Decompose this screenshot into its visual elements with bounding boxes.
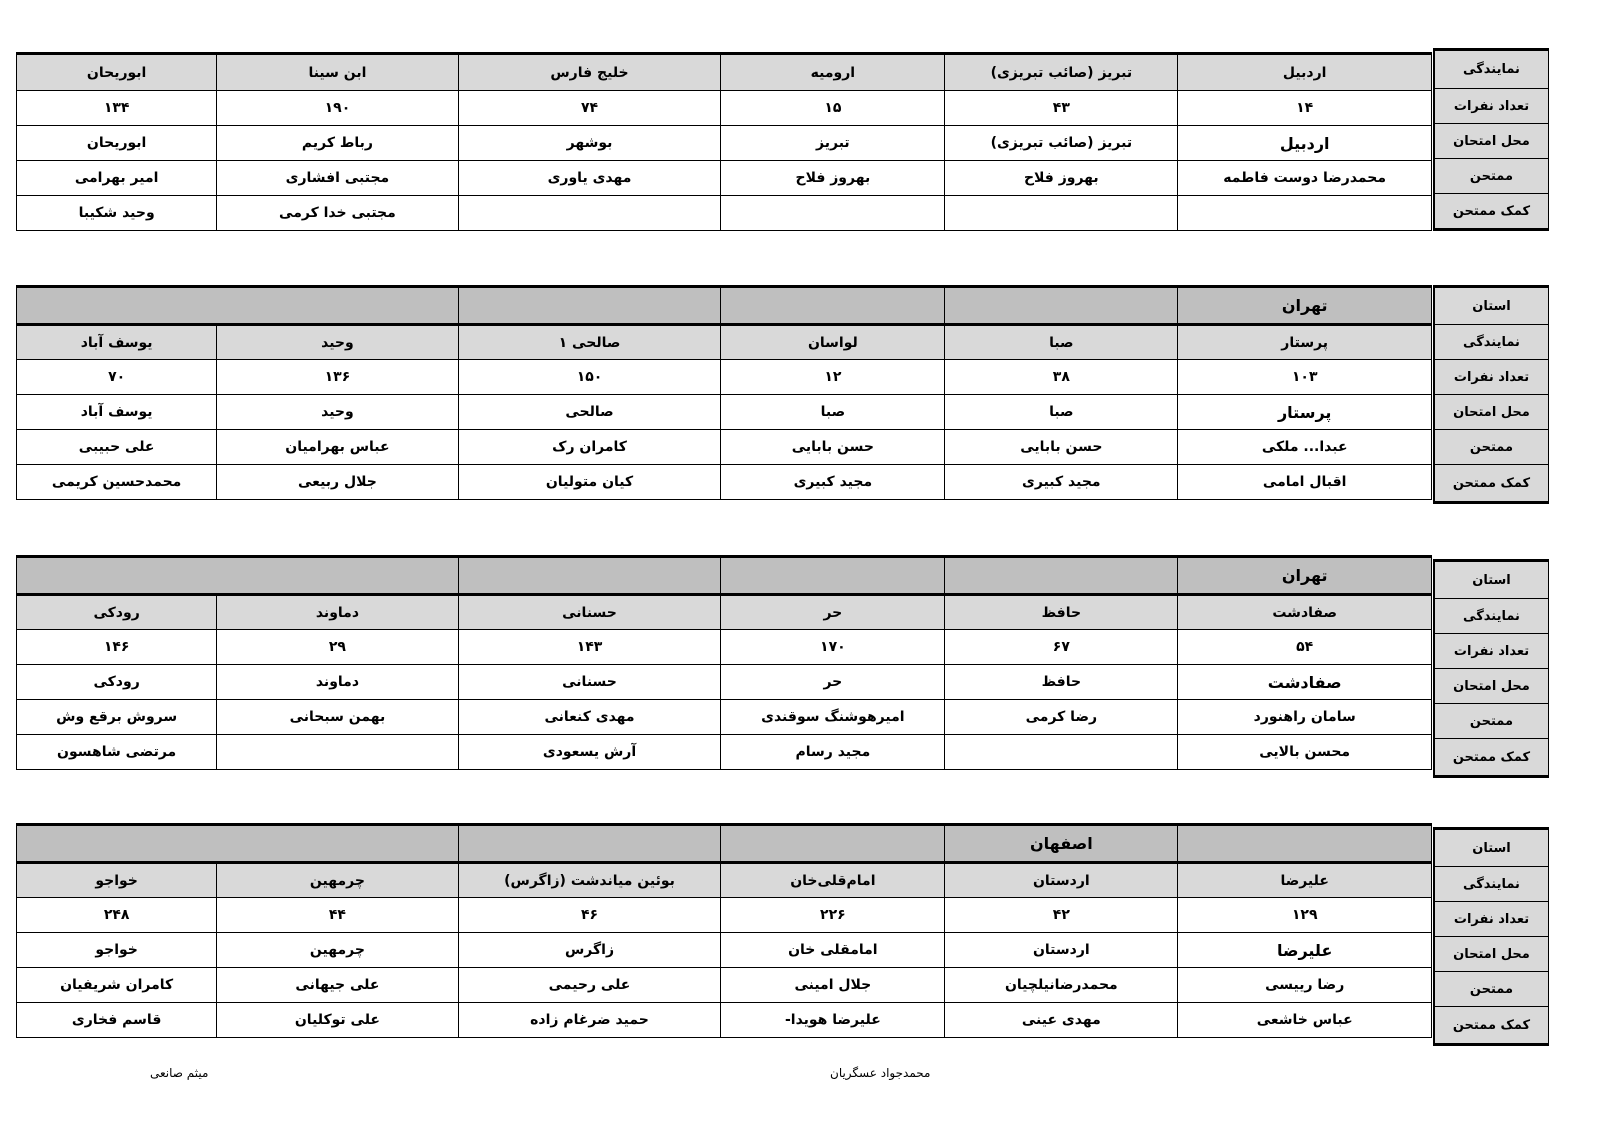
examiner-cell: بهروز فلاح xyxy=(945,161,1178,196)
agency-cell: ابوریحان xyxy=(17,54,217,91)
label-assistant: کمک ممتحن xyxy=(1434,739,1549,777)
location-cell: زاگرس xyxy=(458,933,721,968)
province-cell: تهران xyxy=(1178,557,1432,595)
examiner-cell: محمدرضا دوست فاطمه xyxy=(1178,161,1432,196)
label-location: محل امتحان xyxy=(1434,124,1549,159)
count-cell: ۱۳۶ xyxy=(217,360,458,395)
assistant-cell: حمید ضرغام زاده xyxy=(458,1003,721,1038)
examiner-cell: رضا رییسی xyxy=(1178,968,1432,1003)
label-assistant: کمک ممتحن xyxy=(1434,465,1549,503)
location-cell: علیرضا xyxy=(1178,933,1432,968)
row-labels xyxy=(1433,48,1549,231)
count-cell: ۷۴ xyxy=(458,91,721,126)
agency-cell: وحید xyxy=(217,325,458,360)
agency-cell: ارومیه xyxy=(721,54,945,91)
location-cell: حافظ xyxy=(945,665,1178,700)
examiner-row xyxy=(17,161,1432,196)
agency-cell: ابن سینا xyxy=(217,54,458,91)
assistant-cell: علی توکلیان xyxy=(217,1003,458,1038)
location-cell: وحید xyxy=(217,395,458,430)
row-labels xyxy=(1433,559,1549,778)
assistant-cell xyxy=(217,735,458,770)
label-province: استان xyxy=(1434,561,1549,599)
location-cell: اردستان xyxy=(945,933,1178,968)
count-row xyxy=(17,898,1432,933)
count-row xyxy=(17,360,1432,395)
location-cell: اردبیل xyxy=(1178,126,1432,161)
agency-cell: حسنانی xyxy=(458,595,721,630)
count-cell: ۶۷ xyxy=(945,630,1178,665)
agency-cell: حر xyxy=(721,595,945,630)
examiner-row xyxy=(17,968,1432,1003)
assistant-row xyxy=(17,1003,1432,1038)
count-cell: ۲۴۸ xyxy=(17,898,217,933)
agency-cell: دماوند xyxy=(217,595,458,630)
examiner-cell: امیرهوشنگ سوقندی xyxy=(721,700,945,735)
count-cell: ۱۲ xyxy=(721,360,945,395)
label-agency: نمایندگی xyxy=(1434,599,1549,634)
count-cell: ۴۶ xyxy=(458,898,721,933)
agency-cell: خواجو xyxy=(17,863,217,898)
location-cell: خواجو xyxy=(17,933,217,968)
count-cell: ۲۹ xyxy=(217,630,458,665)
assistant-cell: جلال ربیعی xyxy=(217,465,458,500)
agency-cell: بوئین میاندشت (زاگرس) xyxy=(458,863,721,898)
label-examiner: ممتحن xyxy=(1434,704,1549,739)
province-row xyxy=(17,825,1432,863)
count-row xyxy=(17,630,1432,665)
label-examiner: ممتحن xyxy=(1434,972,1549,1007)
examiner-row xyxy=(17,430,1432,465)
agency-cell: لواسان xyxy=(721,325,945,360)
row-labels xyxy=(1433,827,1549,1046)
examiner-cell: عبدا... ملکی xyxy=(1178,430,1432,465)
count-cell: ۴۳ xyxy=(945,91,1178,126)
assistant-cell: مرتضی شاهسون xyxy=(17,735,217,770)
agency-cell: پرستار xyxy=(1178,325,1432,360)
agency-cell: امام‌قلی‌خان xyxy=(721,863,945,898)
count-row xyxy=(17,91,1432,126)
agency-cell: یوسف آباد xyxy=(17,325,217,360)
examiner-cell: رضا کرمی xyxy=(945,700,1178,735)
count-cell: ۱۵۰ xyxy=(458,360,721,395)
assistant-cell: مهدی عینی xyxy=(945,1003,1178,1038)
location-cell: حر xyxy=(721,665,945,700)
assistant-cell: قاسم فخاری xyxy=(17,1003,217,1038)
exam-table xyxy=(16,555,1432,770)
agency-cell: حافظ xyxy=(945,595,1178,630)
count-cell: ۱۴۶ xyxy=(17,630,217,665)
signature-left: میثم صانعی xyxy=(150,1066,209,1080)
label-count: تعداد نفرات xyxy=(1434,360,1549,395)
agency-cell: صبا xyxy=(945,325,1178,360)
location-cell: رباط کریم xyxy=(217,126,458,161)
assistant-cell xyxy=(721,196,945,231)
examiner-cell: بهمن سبحانی xyxy=(217,700,458,735)
location-cell: دماوند xyxy=(217,665,458,700)
agency-cell: رودکی xyxy=(17,595,217,630)
examiner-cell: جلال امینی xyxy=(721,968,945,1003)
location-cell: حسنانی xyxy=(458,665,721,700)
province-cell: تهران xyxy=(1178,287,1432,325)
label-count: تعداد نفرات xyxy=(1434,902,1549,937)
label-agency: نمایندگی xyxy=(1434,867,1549,902)
assistant-cell xyxy=(945,196,1178,231)
agency-cell: صفادشت xyxy=(1178,595,1432,630)
assistant-row xyxy=(17,735,1432,770)
location-cell: بوشهر xyxy=(458,126,721,161)
location-row xyxy=(17,126,1432,161)
label-assistant: کمک ممتحن xyxy=(1434,194,1549,230)
location-row xyxy=(17,665,1432,700)
examiner-cell: مجتبی افشاری xyxy=(217,161,458,196)
label-location: محل امتحان xyxy=(1434,937,1549,972)
exam-table xyxy=(16,823,1432,1038)
count-cell: ۳۸ xyxy=(945,360,1178,395)
examiner-cell: مهدی یاوری xyxy=(458,161,721,196)
assistant-cell xyxy=(945,735,1178,770)
examiner-cell: محمدرضانیلچیان xyxy=(945,968,1178,1003)
agency-cell: علیرضا xyxy=(1178,863,1432,898)
label-province: استان xyxy=(1434,829,1549,867)
location-cell: تبریز xyxy=(721,126,945,161)
agency-cell: تبریز (صائب تبریزی) xyxy=(945,54,1178,91)
exam-table xyxy=(16,52,1432,231)
province-row xyxy=(17,557,1432,595)
count-cell: ۷۰ xyxy=(17,360,217,395)
location-cell: ابوریحان xyxy=(17,126,217,161)
assistant-cell: مجید رسام xyxy=(721,735,945,770)
agency-cell: اردبیل xyxy=(1178,54,1432,91)
count-cell: ۱۳۴ xyxy=(17,91,217,126)
count-cell: ۱۴ xyxy=(1178,91,1432,126)
count-cell: ۱۹۰ xyxy=(217,91,458,126)
location-cell: صبا xyxy=(721,395,945,430)
examiner-cell: کامران شریفیان xyxy=(17,968,217,1003)
count-cell: ۴۲ xyxy=(945,898,1178,933)
count-cell: ۱۵ xyxy=(721,91,945,126)
label-agency: نمایندگی xyxy=(1434,325,1549,360)
assistant-cell xyxy=(1178,196,1432,231)
assistant-cell: آرش یسعودی xyxy=(458,735,721,770)
assistant-row xyxy=(17,196,1432,231)
location-cell: یوسف آباد xyxy=(17,395,217,430)
count-cell: ۱۰۳ xyxy=(1178,360,1432,395)
label-assistant: کمک ممتحن xyxy=(1434,1007,1549,1045)
agency-row xyxy=(17,863,1432,898)
province-row xyxy=(17,287,1432,325)
examiner-cell: سامان راهنورد xyxy=(1178,700,1432,735)
count-cell: ۵۴ xyxy=(1178,630,1432,665)
examiner-cell: عباس بهرامیان xyxy=(217,430,458,465)
examiner-cell: کامران رک xyxy=(458,430,721,465)
assistant-cell: مجید کبیری xyxy=(721,465,945,500)
assistant-cell: کیان متولیان xyxy=(458,465,721,500)
location-cell: تبریز (صائب تبریزی) xyxy=(945,126,1178,161)
agency-cell: اردستان xyxy=(945,863,1178,898)
label-location: محل امتحان xyxy=(1434,395,1549,430)
label-agency: نمایندگی xyxy=(1434,50,1549,89)
count-cell: ۱۲۹ xyxy=(1178,898,1432,933)
label-location: محل امتحان xyxy=(1434,669,1549,704)
label-count: تعداد نفرات xyxy=(1434,89,1549,124)
examiner-cell: علی حبیبی xyxy=(17,430,217,465)
label-examiner: ممتحن xyxy=(1434,159,1549,194)
assistant-cell: مجتبی خدا کرمی xyxy=(217,196,458,231)
location-cell: امامقلی خان xyxy=(721,933,945,968)
agency-row xyxy=(17,54,1432,91)
count-cell: ۲۲۶ xyxy=(721,898,945,933)
agency-row xyxy=(17,595,1432,630)
examiner-cell: علی رحیمی xyxy=(458,968,721,1003)
location-row xyxy=(17,395,1432,430)
examiner-cell: علی جیهانی xyxy=(217,968,458,1003)
location-cell: صبا xyxy=(945,395,1178,430)
count-cell: ۱۴۳ xyxy=(458,630,721,665)
exam-table xyxy=(16,285,1432,500)
assistant-cell: محمدحسین کریمی xyxy=(17,465,217,500)
row-labels xyxy=(1433,285,1549,504)
examiner-cell: امیر بهرامی xyxy=(17,161,217,196)
label-count: تعداد نفرات xyxy=(1434,634,1549,669)
location-row xyxy=(17,933,1432,968)
examiner-cell: مهدی کنعانی xyxy=(458,700,721,735)
location-cell: صالحی xyxy=(458,395,721,430)
agency-cell: چرمهین xyxy=(217,863,458,898)
label-province: استان xyxy=(1434,287,1549,325)
assistant-row xyxy=(17,465,1432,500)
signature-center: محمدجواد عسگریان xyxy=(830,1066,931,1080)
examiner-row xyxy=(17,700,1432,735)
assistant-cell: مجید کبیری xyxy=(945,465,1178,500)
count-cell: ۱۷۰ xyxy=(721,630,945,665)
assistant-cell: علیرضا هویدا- xyxy=(721,1003,945,1038)
location-cell: صفادشت xyxy=(1178,665,1432,700)
examiner-cell: حسن بابایی xyxy=(945,430,1178,465)
examiner-cell: بهروز فلاح xyxy=(721,161,945,196)
location-cell: پرستار xyxy=(1178,395,1432,430)
label-examiner: ممتحن xyxy=(1434,430,1549,465)
location-cell: رودکی xyxy=(17,665,217,700)
location-cell: چرمهین xyxy=(217,933,458,968)
assistant-cell: عباس خاشعی xyxy=(1178,1003,1432,1038)
count-cell: ۴۴ xyxy=(217,898,458,933)
agency-row xyxy=(17,325,1432,360)
agency-cell: صالحی ۱ xyxy=(458,325,721,360)
agency-cell: خلیج فارس xyxy=(458,54,721,91)
assistant-cell xyxy=(458,196,721,231)
examiner-cell: سروش برقع وش xyxy=(17,700,217,735)
examiner-cell: حسن بابایی xyxy=(721,430,945,465)
assistant-cell: اقبال امامی xyxy=(1178,465,1432,500)
province-cell: اصفهان xyxy=(945,825,1178,863)
assistant-cell: وحید شکیبا xyxy=(17,196,217,231)
assistant-cell: محسن بالایی xyxy=(1178,735,1432,770)
